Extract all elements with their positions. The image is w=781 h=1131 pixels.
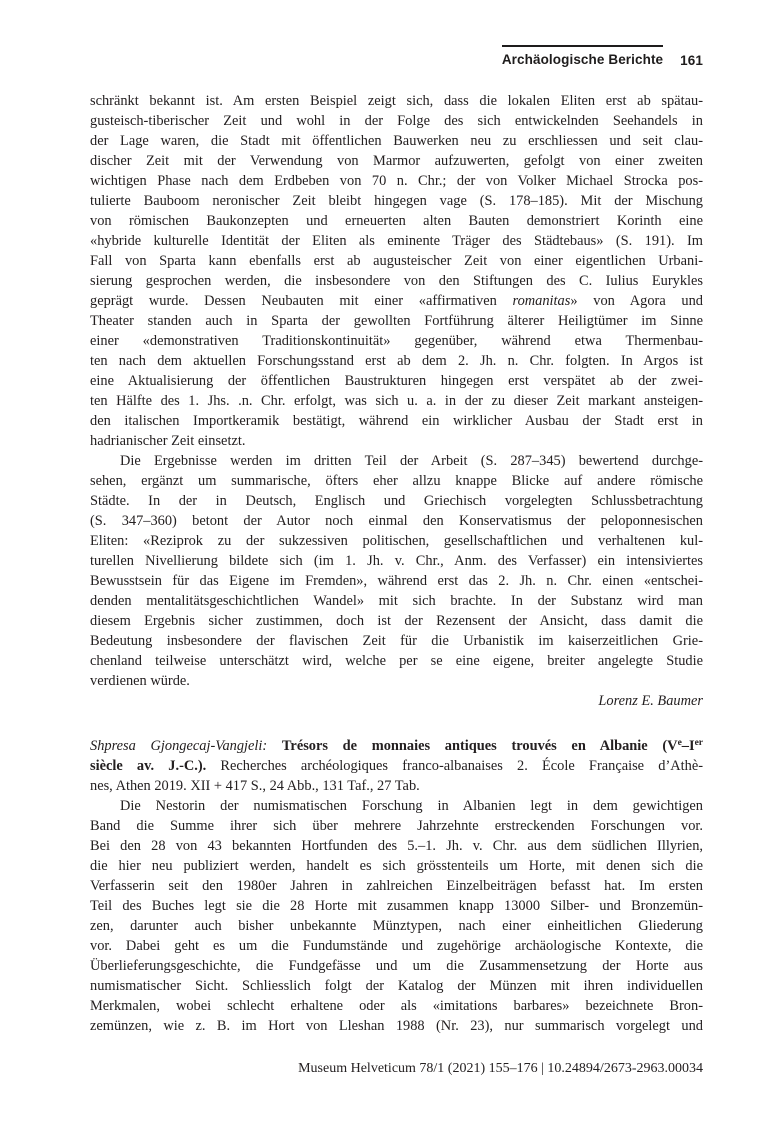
review-albania-body [90, 736, 703, 1036]
text-line: die hier neu publiziert werden, handelt es sich grösstenteils um Horte, mit denen sich die [90, 857, 703, 874]
text-line: numismatischer Sicht. Schliesslich folgt der Katalog der Münzen mit ihren individuellen [90, 977, 703, 994]
text-line: Die Nestorin der numismatischen Forschung in Albanien legt in dem gewichtigen [120, 797, 703, 814]
review-paragraph-1 [90, 796, 703, 1036]
text-line: Eliten: «Reziprok zu der sukzessiven politischen, gesellschaftlichen und verhaltenen kul- [90, 532, 703, 549]
text-line: Shpresa Gjongecaj-Vangjeli: Trésors de monnaies antiques trouvés en Albanie (Ve–Ier [90, 737, 704, 754]
text-line: Merkmalen, wobei schlecht erhaltene oder als «imitations barbares» bezeichnete Bron- [90, 997, 703, 1014]
text-line: zen, darunter auch bisher unbekannte Münztypen, nach einer einheitlichen Gliederung [90, 917, 703, 934]
text-line: hadrianischer Zeit einsetzt. [90, 432, 246, 449]
text-line: nes, Athen 2019. XII + 417 S., 24 Abb., 131 Taf., 27 Tab. [90, 777, 420, 794]
text-line: Bei den 28 von 43 bekannten Hortfunden des 5.–1. Jh. v. Chr. aus dem südlichen Illyrien, [90, 837, 703, 854]
text-line: vor. Dabei geht es um die Fundumstände und zugehörige archäologische Kontexte, die [90, 937, 703, 954]
section-label: Archäologische Berichte [502, 45, 663, 67]
text-line: Überlieferungsgeschichte, die Fundgefässe und um die Zusammensetzung der Horte aus [90, 957, 703, 974]
text-line: Bewusstsein für das Eigene im Fremden», während erst das 2. Jh. n. Chr. einen «entschei- [90, 572, 703, 589]
text-line: wichtigen Phase nach dem Erdbeben von 70 n. Chr.; der von Volker Michael Strocka pos- [90, 172, 703, 189]
text-line: «hybride kulturelle Identität der Eliten als eminente Träger des Städtebaus» (S. 191). Im [90, 232, 703, 249]
text-line: schränkt bekannt ist. Am ersten Beispiel zeigt sich, dass die lokalen Eliten erst ab spätau- [90, 92, 703, 109]
text-line: turellen Nivellierung bildete sich (im 1. Jh. v. Chr., Anm. des Verfasser) ein intensiviertes [90, 552, 703, 569]
text-line: verdienen würde. [90, 672, 190, 689]
review-paragraph-2 [90, 451, 703, 691]
text-line: der Lage waren, die Stadt mit öffentlichen Bauwerken neu zu erschliessen und seit clau- [90, 132, 703, 149]
text-line: ten nach dem aktuellen Forschungsstand erst ab dem 2. Jh. n. Chr. folgten. In Argos ist [90, 352, 703, 369]
review-previous-body [90, 91, 703, 691]
text-line: eine Aktualisierung der öffentlichen Baustrukturen hingegen erst verspätet ab der zwei- [90, 372, 703, 389]
journal-citation-footer: Museum Helveticum 78/1 (2021) 155–176 | 10.24894/2673-2963.00034 [298, 1061, 703, 1076]
text-line: sehen, ergänzt um summarische, öfters eher allzu knappe Blicke auf andere römische [90, 472, 703, 489]
text-column [90, 0, 703, 1036]
review-heading [90, 736, 703, 796]
text-line: Teil des Buches legt sie die 28 Horte mit zusammen knapp 13000 Silber- und Bronzemün- [90, 897, 703, 914]
text-line: zemünzen, wie z. B. im Hort von Lleshan 1988 (Nr. 23), nur summarisch vorgelegt und [90, 1017, 703, 1034]
text-line: Fall von Sparta kann ebenfalls erst ab augusteischer Zeit von einer eigentlichen Urbani- [90, 252, 703, 269]
text-line: Bedeutung insbesondere der flavischen Zeit für die Urbanistik im kaiserzeitlichen Grie- [90, 632, 703, 649]
text-line: denden mentalitätsgeschichtlichen Wandel» mit sich brachte. In der Substanz wird man [90, 592, 703, 609]
text-line: den italischen Importkeramik bestätigt, während ein wirklicher Ausbau der Stadt erst in [90, 412, 703, 429]
text-line: discher Zeit mit der Verwendung von Marmor aufzuwerten, gefolgt von einer zweiten [90, 152, 703, 169]
page-number: 161 [680, 52, 703, 68]
review-paragraph-1 [90, 91, 703, 451]
text-line: gusteisch-tiberischer Zeit und wohl in der Folge des sich entwickelnden Seehandels in [90, 112, 703, 129]
reviewer-signature: Lorenz E. Baumer [598, 692, 703, 709]
text-line: Band die Summe ihrer sich über mehrere Jahrzehnte erstreckenden Forschungen vor. [90, 817, 703, 834]
text-line: von römischen Baukonzepten und erneuerten alten Bauten demonstriert Korinth eine [90, 212, 703, 229]
text-line: ten Hälfte des 1. Jhs. .n. Chr. erfolgt, was sich u. a. in der zu dieser Zeit markant ansteigen- [90, 392, 703, 409]
text-line: tulierte Bauboom neronischer Zeit bleibt hingegen vage (S. 178–185). Mit der Mischung [90, 192, 703, 209]
text-line: diesem Ergebnis sicher zustimmen, doch ist der Rezensent der Ansicht, dass damit die [90, 612, 703, 629]
text-line: einer «demonstrativen Traditionskontinuität» gegenüber, während etwa Thermenbau- [90, 332, 703, 349]
text-line: Verfasserin seit den 1980er Jahren in zahlreichen Einzelbeiträgen befasst hat. Im ersten [90, 877, 703, 894]
text-line: Die Ergebnisse werden im dritten Teil der Arbeit (S. 287–345) bewertend durchge- [120, 452, 703, 469]
running-header [90, 45, 703, 68]
text-line: Theater standen auch in Sparta der gewollten Fortführung älterer Heiligtümer im Sinne [90, 312, 703, 329]
text-line: chenland teilweise unterschätzt wird, welche per se eine eigene, breiter angelegte Studie [90, 652, 703, 669]
text-line: sierung gesprochen werden, die insbesondere von den Stiftungen des C. Iulius Eurykles [90, 272, 703, 289]
text-line: geprägt wurde. Dessen Neubauten mit einer «affirmativen romanitas» von Agora und [90, 292, 703, 309]
text-line: Städte. In der in Deutsch, Englisch und Griechisch vorgelegten Schlussbetrachtung [90, 492, 703, 509]
text-line: siècle av. J.-C.). Recherches archéologiques franco-albanaises 2. École Française d’Athè- [90, 757, 703, 774]
text-line: (S. 347–360) betont der Autor noch einmal den Konservatismus der peloponnesischen [90, 512, 703, 529]
